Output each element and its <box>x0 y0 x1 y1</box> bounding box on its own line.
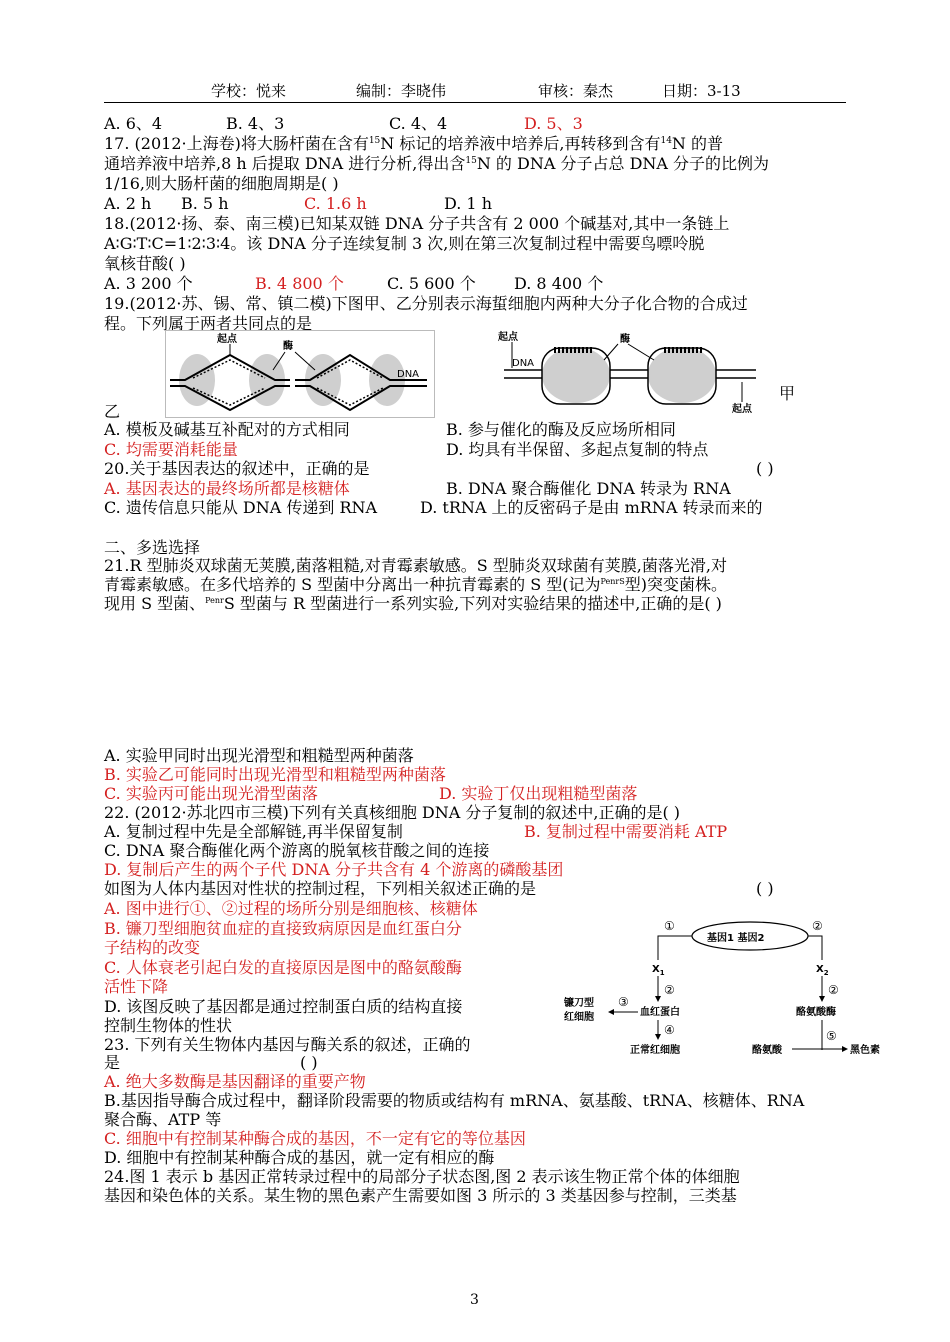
q18-options <box>104 274 604 294</box>
q18-line1: 18.(2012·扬、泰、南三模)已知某双链 DNA 分子共含有 2 000 个碱基对,其中一条链上 <box>104 214 730 233</box>
option-c: C. 遗传信息只能从 DNA 传递到 RNA <box>104 498 378 517</box>
q22-option-d: D. 复制后产生的两个子代 DNA 分子共含有 4 个游离的磷酸基团 <box>104 860 564 879</box>
label-normal-rbc: 正常红细胞 <box>630 1045 680 1056</box>
q21-option-a: A. 实验甲同时出现光滑型和粗糙型两种菌落 <box>104 746 414 765</box>
header-date: 日期：3-13 <box>662 82 741 100</box>
label-sickle2: 红细胞 <box>564 1012 594 1023</box>
label-x2 <box>816 964 829 977</box>
figure-label-jia: 甲 <box>779 384 796 403</box>
gene-question-option-c1: C. 人体衰老引起白发的直接原因是图中的酪氨酸酶 <box>104 958 462 977</box>
q23-option-a: A. 绝大多数酶是基因翻译的重要产物 <box>104 1072 366 1091</box>
text: 型)突变菌株。 <box>624 575 727 594</box>
option-a: A. 模板及碱基互补配对的方式相同 <box>104 420 350 439</box>
q21-line1: 21.R 型肺炎双球菌无荚膜,菌落粗糙,对青霉素敏感。S 型肺炎双球菌有荚膜,菌落光滑,对 <box>104 556 727 575</box>
label-step2-right: ② <box>828 983 839 997</box>
option-d: D. 实验丁仅出现粗糙型菌落 <box>439 784 638 803</box>
figure-gene-control <box>560 914 890 1064</box>
option-d: D. 8 400 个 <box>514 274 604 293</box>
q19-line1: 19.(2012·苏、锡、常、镇二模)下图甲、乙分别表示海蜇细胞内两种大分子化合物的合成过 <box>104 294 748 313</box>
q23-option-d: D. 细胞中有控制某种酶合成的基因，就一定有相应的酶 <box>104 1148 495 1167</box>
text: 是 <box>104 1053 121 1072</box>
option-a: A. 基因表达的最终场所都是核糖体 <box>104 479 350 498</box>
text: 现用 S 型菌、 <box>104 594 206 613</box>
q17-line3: 1/16,则大肠杆菌的细胞周期是( ) <box>104 174 339 193</box>
text: N 的 DNA 分子占总 DNA 分子的比例为 <box>476 154 770 173</box>
label-step2: ② <box>664 983 675 997</box>
text: 17. (2012·上海卷)将大肠杆菌在含有 <box>104 134 369 153</box>
pointer-line <box>604 344 618 360</box>
q20-options-row1 <box>104 479 731 499</box>
q17-line2 <box>104 154 769 174</box>
label-step3: ③ <box>618 995 629 1009</box>
sup: 15 <box>465 156 477 166</box>
arrowhead <box>655 996 661 1002</box>
option-b: B. 5 h <box>181 194 229 213</box>
option-c: C. 实验丙可能出现光滑型菌落 <box>104 784 318 803</box>
text: 如图为人体内基因对性状的控制过程，下列相关叙述正确的是 <box>104 879 537 898</box>
option-a: A. 6、4 <box>104 114 163 133</box>
label-start-top: 起点 <box>498 332 518 343</box>
page-number: 3 <box>470 1292 479 1308</box>
arrowhead <box>608 1009 614 1015</box>
label-start: 起点 <box>217 334 237 345</box>
header-rule <box>104 102 846 103</box>
q21-line3 <box>104 594 722 614</box>
label-start-bottom: 起点 <box>732 404 752 415</box>
gene-question-option-c2: 活性下降 <box>104 977 169 996</box>
option-d: D. tRNA 上的反密码子是由 mRNA 转录而来的 <box>420 498 763 517</box>
option-d: D. 1 h <box>444 194 492 213</box>
section-heading: 二、多选选择 <box>104 538 201 557</box>
sup: 14 <box>660 136 672 146</box>
option-a: A. 复制过程中先是全部解链,再半保留复制 <box>104 822 403 841</box>
bubble-shade <box>542 347 610 403</box>
option-b: B. 参与催化的酶及反应场所相同 <box>446 420 676 439</box>
option-c: C. 4、4 <box>389 114 448 133</box>
option-a: A. 3 200 个 <box>104 274 193 293</box>
label-enzyme: 酶 <box>620 334 630 345</box>
gene-question-stem <box>104 879 774 899</box>
q24-line1: 24.图 1 表示 b 基因正常转录过程中的局部分子状态图,图 2 表示该生物正常个体的体细胞 <box>104 1167 740 1186</box>
label-step1: ① <box>664 919 675 933</box>
label-dna: DNA <box>512 358 535 369</box>
q23-line2 <box>104 1053 318 1073</box>
q23-option-c: C. 细胞中有控制某种酶合成的基因，不一定有它的等位基因 <box>104 1129 526 1148</box>
option-c: C. 均需要消耗能量 <box>104 440 238 459</box>
x2-sub: 2 <box>823 969 829 977</box>
option-b: B. DNA 聚合酶催化 DNA 转录为 RNA <box>446 479 731 498</box>
label-hemoglobin: 血红蛋白 <box>640 1007 680 1018</box>
figure-dna-replication <box>165 330 435 418</box>
text: 青霉素敏感。在多代培养的 S 型菌中分离出一种抗青霉素的 S 型(记为 <box>104 575 601 594</box>
q22-option-c: C. DNA 聚合酶催化两个游离的脱氧核苷酸之间的连接 <box>104 841 490 860</box>
q18-line2: A∶G∶T∶C=1∶2∶3∶4。该 DNA 分子连续复制 3 次,则在第三次复制过程中需要鸟嘌呤脱 <box>104 234 705 253</box>
q18-line3: 氧核苷酸( ) <box>104 254 186 273</box>
q20-options-row2 <box>104 498 763 518</box>
label-enzyme: 酶 <box>283 341 293 352</box>
option-b: B. 4 800 个 <box>255 274 344 293</box>
label-sickle1: 镰刀型 <box>564 998 594 1009</box>
label-dna: DNA <box>397 369 420 380</box>
q17-line1 <box>104 134 723 154</box>
option-d: D. 均具有半保留、多起点复制的特点 <box>446 440 709 459</box>
gene-question-option-b1: B. 镰刀型细胞贫血症的直接致病原因是血红蛋白分 <box>104 919 462 938</box>
text: 20.关于基因表达的叙述中，正确的是 <box>104 459 370 478</box>
label-step2-top: ② <box>812 919 823 933</box>
gene-question-option-d2: 控制生物体的性状 <box>104 1016 233 1035</box>
x2-text: X <box>816 964 824 975</box>
header-school: 学校：悦来 <box>211 82 287 100</box>
figure-label-yi: 乙 <box>104 402 121 421</box>
answer-paren: ( ) <box>756 459 774 478</box>
label-step5: ⑤ <box>826 1029 837 1043</box>
q22-stem: 22. (2012·苏北四市三模)下列有关真核细胞 DNA 分子复制的叙述中,正确的是( ) <box>104 803 681 822</box>
x1-text: X <box>652 964 660 975</box>
q16-options <box>104 114 583 134</box>
x1-sub: 1 <box>659 969 665 977</box>
bubble-shade <box>648 347 716 403</box>
q21-option-b: B. 实验乙可能同时出现光滑型和粗糙型两种菌落 <box>104 765 446 784</box>
q23-line1: 23. 下列有关生物体内基因与酶关系的叙述，正确的 <box>104 1035 471 1054</box>
option-c: C. 5 600 个 <box>387 274 476 293</box>
option-c: C. 1.6 h <box>304 194 367 213</box>
option-a: A. 2 h <box>104 194 152 213</box>
arrowhead <box>819 996 825 1002</box>
text: S 型菌与 R 型菌进行一系列实验,下列对实验结果的描述中,正确的是( ) <box>223 594 722 613</box>
sup: Penr <box>205 596 224 605</box>
arrowhead <box>655 1034 661 1040</box>
q23-option-b2: 聚合酶、ATP 等 <box>104 1110 222 1129</box>
option-d: D. 5、3 <box>524 114 583 133</box>
q23-option-b1: B.基因指导酶合成过程中，翻译阶段需要的物质或结构有 mRNA、氨基酸、tRNA、核糖体、RNA <box>104 1091 805 1110</box>
arrowhead <box>842 1046 848 1052</box>
sup: 15 <box>368 136 381 146</box>
q17-options <box>104 194 492 214</box>
option-b: B. 复制过程中需要消耗 ATP <box>524 822 728 841</box>
text: N 的普 <box>671 134 724 153</box>
q19-options-row2 <box>104 440 709 460</box>
arrow-line <box>808 936 822 960</box>
text: N 标记的培养液中培养后,再转移到含有 <box>380 134 661 153</box>
option-b: B. 4、3 <box>226 114 285 133</box>
answer-paren: ( ) <box>756 879 774 898</box>
q20-stem <box>104 459 774 479</box>
q22-options-row1 <box>104 822 728 842</box>
label-genes: 基因1 基因2 <box>707 933 765 944</box>
arrow-line <box>658 936 692 960</box>
gene-question-option-a: A. 图中进行①、②过程的场所分别是细胞核、核糖体 <box>104 899 478 918</box>
q21-options-cd <box>104 784 638 804</box>
header-reviewer: 审核：秦杰 <box>538 82 614 100</box>
gene-question-option-d1: D. 该图反映了基因都是通过控制蛋白质的结构直接 <box>104 997 463 1016</box>
q19-options-row1 <box>104 420 676 440</box>
q19-line2: 程。下列属于两者共同点的是 <box>104 314 313 333</box>
header-editor: 编制：李晓伟 <box>356 82 447 100</box>
q21-line2 <box>104 575 727 595</box>
pointer-line <box>628 344 654 360</box>
q24-line2: 基因和染色体的关系。某生物的黑色素产生需要如图 3 所示的 3 类基因参与控制，三类基 <box>104 1186 737 1205</box>
figure-transcription <box>494 330 764 416</box>
label-step4: ④ <box>664 1023 675 1037</box>
gene-question-option-b2: 子结构的改变 <box>104 938 201 957</box>
text: 通培养液中培养,8 h 后提取 DNA 进行分析,得出含 <box>104 154 466 173</box>
label-x1 <box>652 964 665 977</box>
answer-paren: ( ) <box>300 1053 318 1072</box>
sup: PenrS <box>600 577 625 586</box>
label-tyrosine: 酪氨酸 <box>752 1045 782 1056</box>
label-melanin: 黑色素 <box>850 1045 880 1056</box>
label-tyrosinase: 酪氨酸酶 <box>796 1007 836 1018</box>
